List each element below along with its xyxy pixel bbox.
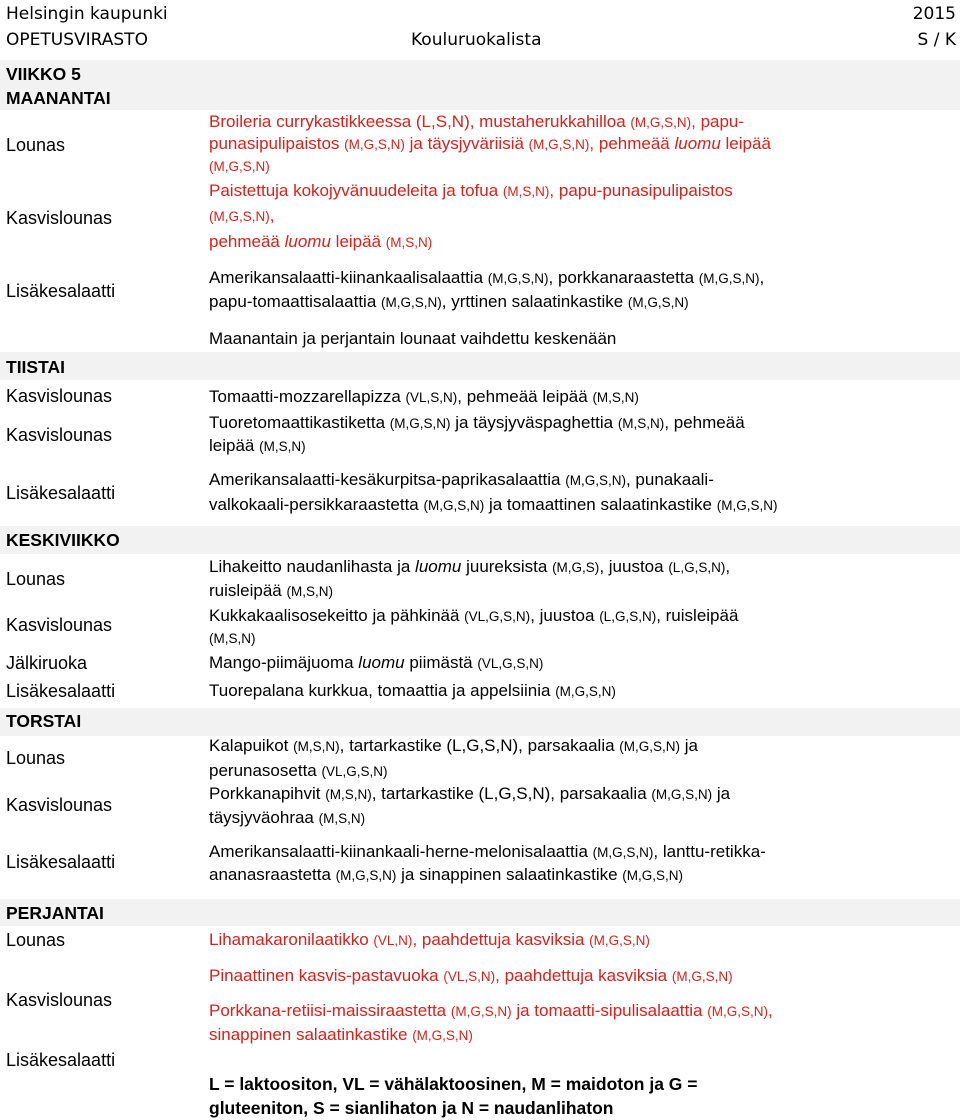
label-lunch: Lounas	[6, 930, 66, 950]
day-heading-monday: MAANANTAI	[6, 88, 111, 108]
office-name: OPETUSVIRASTO	[6, 30, 148, 50]
week-heading: VIIKKO 5	[6, 64, 81, 84]
day-band-wednesday	[0, 526, 960, 554]
day-band-monday	[0, 60, 960, 110]
day-band-friday	[0, 899, 960, 926]
menu-line: Lihamakaronilaatikko (VL,N), paahdettuja kasviksia (M,G,S,N)	[209, 930, 650, 949]
menu-line: pehmeää luomu leipää (M,S,N)	[209, 232, 433, 251]
menu-line: Porkkana-retiisi-maissiraastetta (M,G,S,N) ja tomaatti-sipulisalaattia (M,G,S,N),	[209, 1001, 773, 1020]
menu-line: ananasraastetta (M,G,S,N) ja sinappinen salaatinkastike (M,G,S,N)	[209, 865, 684, 884]
year: 2015	[912, 4, 956, 24]
label-veg: Kasvislounas	[6, 795, 113, 815]
menu-line: (M,G,S,N)	[209, 159, 270, 174]
day-heading-tuesday: TIISTAI	[6, 357, 65, 377]
menu-line: Porkkanapihvit (M,S,N), tartarkastike (L,G,S,N), parsakaalia (M,G,S,N) ja	[209, 784, 731, 803]
menu-line: Amerikansalaatti-kiinankaalisalaattia (M,G,S,N), porkkanaraastetta (M,G,S,N),	[209, 268, 765, 287]
label-veg: Kasvislounas	[6, 615, 113, 635]
city-name: Helsingin kaupunki	[6, 4, 168, 24]
menu-line: valkokaali-persikkaraastetta (M,G,S,N) ja tomaattinen salaatinkastike (M,G,S,N)	[209, 495, 778, 514]
menu-line: Kalapuikot (M,S,N), tartarkastike (L,G,S,N), parsakaalia (M,G,S,N) ja	[209, 736, 698, 755]
allergen-legend-line-2: gluteeniton, S = sianlihaton ja N = naudanlihaton	[209, 1098, 614, 1118]
menu-line: (M,G,S,N),	[209, 206, 275, 225]
label-dessert: Jälkiruoka	[6, 653, 88, 673]
day-band-thursday	[0, 708, 960, 736]
day-band-tuesday	[0, 352, 960, 380]
menu-line: Paistettuja kokojyvänuudeleita ja tofua (M,S,N), papu-punasipulipaistos	[209, 181, 733, 200]
day-heading-friday: PERJANTAI	[6, 903, 104, 923]
menu-line: Mango-piimäjuoma luomu piimästä (VL,G,S,N)	[209, 653, 544, 672]
label-veg: Kasvislounas	[6, 425, 113, 445]
menu-line: Tomaatti-mozzarellapizza (VL,S,N), pehmeää leipää (M,S,N)	[209, 387, 639, 406]
label-lunch: Lounas	[6, 135, 66, 155]
menu-line: Amerikansalaatti-kesäkurpitsa-paprikasalaattia (M,G,S,N), punakaali-	[209, 470, 714, 489]
document-title: Kouluruokalista	[411, 30, 542, 50]
menu-line: Amerikansalaatti-kiinankaali-herne-melonisalaattia (M,G,S,N), lanttu-retikka-	[209, 842, 766, 861]
menu-line: leipää (M,S,N)	[209, 436, 306, 455]
label-veg: Kasvislounas	[6, 208, 113, 228]
label-salad: Lisäkesalaatti	[6, 281, 116, 301]
page-code: S / K	[917, 30, 956, 50]
label-veg: Kasvislounas	[6, 990, 113, 1010]
label-salad: Lisäkesalaatti	[6, 681, 116, 701]
day-heading-wednesday: KESKIVIIKKO	[6, 530, 120, 550]
menu-line: Tuoretomaattikastiketta (M,G,S,N) ja täysjyväspaghettia (M,S,N), pehmeää	[209, 413, 745, 432]
label-salad: Lisäkesalaatti	[6, 483, 116, 503]
menu-line: Lihakeitto naudanlihasta ja luomu juureksista (M,G,S), juustoa (L,G,S,N),	[209, 557, 731, 576]
menu-line: sinappinen salaatinkastike (M,G,S,N)	[209, 1025, 473, 1044]
label-lunch: Lounas	[6, 569, 66, 589]
menu-line: Kukkakaalisosekeitto ja pähkinää (VL,G,S,N), juustoa (L,G,S,N), ruisleipää	[209, 606, 739, 625]
menu-line: Tuorepalana kurkkua, tomaattia ja appelsiinia (M,G,S,N)	[209, 681, 616, 700]
menu-line: papu-tomaattisalaattia (M,G,S,N), yrttinen salaatinkastike (M,G,S,N)	[209, 292, 689, 311]
label-veg: Kasvislounas	[6, 386, 113, 406]
label-lunch: Lounas	[6, 748, 66, 768]
menu-line: täysjyväohraa (M,S,N)	[209, 808, 366, 827]
menu-line: perunasosetta (VL,G,S,N)	[209, 761, 388, 780]
menu-line: (M,S,N)	[209, 631, 256, 646]
day-heading-thursday: TORSTAI	[6, 711, 82, 731]
allergen-legend-line-1: L = laktoositon, VL = vähälaktoosinen, M = maidoton ja G =	[209, 1074, 698, 1094]
menu-line: ruisleipää (M,S,N)	[209, 581, 333, 600]
menu-line: punasipulipaistos (M,G,S,N) ja täysjyväriisiä (M,G,S,N), pehmeää luomu leipää	[209, 134, 771, 153]
menu-note: Maanantain ja perjantain lounaat vaihdettu keskenään	[209, 329, 617, 348]
label-salad: Lisäkesalaatti	[6, 852, 116, 872]
menu-line: Pinaattinen kasvis-pastavuoka (VL,S,N), paahdettuja kasviksia (M,G,S,N)	[209, 966, 733, 985]
label-salad: Lisäkesalaatti	[6, 1050, 116, 1070]
menu-line: Broileria currykastikkeessa (L,S,N), mustaherukkahilloa (M,G,S,N), papu-	[209, 112, 745, 131]
